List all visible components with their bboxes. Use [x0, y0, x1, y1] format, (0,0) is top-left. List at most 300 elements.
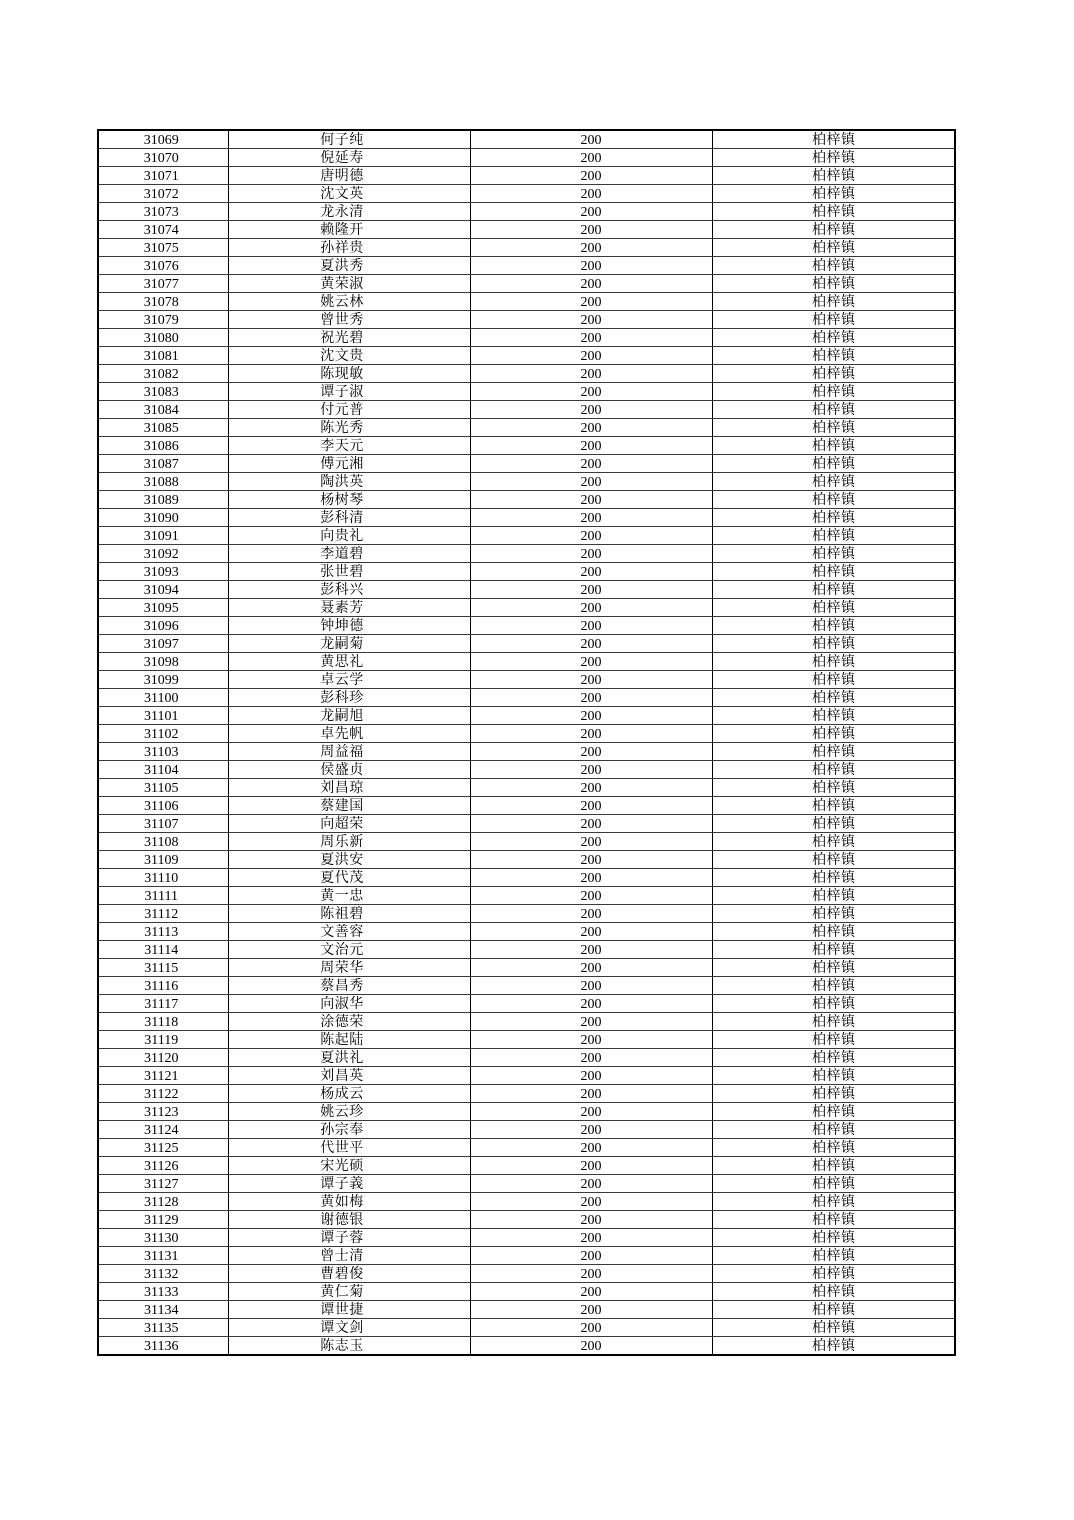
id-cell: 31078: [98, 293, 228, 311]
id-cell: 31123: [98, 1103, 228, 1121]
town-cell: 柏梓镇: [712, 869, 955, 887]
name-cell: 沈文贵: [228, 347, 470, 365]
name-cell: 杨成云: [228, 1085, 470, 1103]
id-cell: 31077: [98, 275, 228, 293]
id-cell: 31095: [98, 599, 228, 617]
id-cell: 31135: [98, 1319, 228, 1337]
amount-cell: 200: [470, 653, 712, 671]
name-cell: 夏洪礼: [228, 1049, 470, 1067]
name-cell: 周荣华: [228, 959, 470, 977]
table-row: [98, 347, 955, 365]
table-row: [98, 941, 955, 959]
town-cell: 柏梓镇: [712, 239, 955, 257]
table-row: [98, 455, 955, 473]
name-cell: 蔡昌秀: [228, 977, 470, 995]
name-cell: 曹碧俊: [228, 1265, 470, 1283]
town-cell: 柏梓镇: [712, 761, 955, 779]
table-row: [98, 1049, 955, 1067]
table-row: [98, 257, 955, 275]
town-cell: 柏梓镇: [712, 1211, 955, 1229]
amount-cell: 200: [470, 761, 712, 779]
town-cell: 柏梓镇: [712, 545, 955, 563]
id-cell: 31088: [98, 473, 228, 491]
town-cell: 柏梓镇: [712, 833, 955, 851]
name-cell: 黄荣淑: [228, 275, 470, 293]
table-row: [98, 329, 955, 347]
name-cell: 文善容: [228, 923, 470, 941]
table-row: [98, 473, 955, 491]
id-cell: 31136: [98, 1337, 228, 1356]
amount-cell: 200: [470, 563, 712, 581]
id-cell: 31111: [98, 887, 228, 905]
town-cell: 柏梓镇: [712, 311, 955, 329]
table-row: [98, 923, 955, 941]
table-row: [98, 563, 955, 581]
amount-cell: 200: [470, 1319, 712, 1337]
town-cell: 柏梓镇: [712, 149, 955, 167]
amount-cell: 200: [470, 1013, 712, 1031]
id-cell: 31108: [98, 833, 228, 851]
amount-cell: 200: [470, 851, 712, 869]
table-row: [98, 1337, 955, 1356]
id-cell: 31086: [98, 437, 228, 455]
town-cell: 柏梓镇: [712, 1193, 955, 1211]
table-row: [98, 1157, 955, 1175]
table-row: [98, 1193, 955, 1211]
town-cell: 柏梓镇: [712, 653, 955, 671]
document-page: [97, 129, 956, 1356]
amount-cell: 200: [470, 977, 712, 995]
table-row: [98, 1103, 955, 1121]
table-row: [98, 1319, 955, 1337]
name-cell: 陶洪英: [228, 473, 470, 491]
amount-cell: 200: [470, 707, 712, 725]
amount-cell: 200: [470, 401, 712, 419]
name-cell: 蔡建国: [228, 797, 470, 815]
amount-cell: 200: [470, 293, 712, 311]
town-cell: 柏梓镇: [712, 1139, 955, 1157]
name-cell: 祝光碧: [228, 329, 470, 347]
table-row: [98, 617, 955, 635]
name-cell: 黄如梅: [228, 1193, 470, 1211]
table-row: [98, 365, 955, 383]
id-cell: 31100: [98, 689, 228, 707]
id-cell: 31081: [98, 347, 228, 365]
amount-cell: 200: [470, 365, 712, 383]
town-cell: 柏梓镇: [712, 329, 955, 347]
amount-cell: 200: [470, 1175, 712, 1193]
amount-cell: 200: [470, 491, 712, 509]
id-cell: 31070: [98, 149, 228, 167]
id-cell: 31118: [98, 1013, 228, 1031]
amount-cell: 200: [470, 149, 712, 167]
amount-cell: 200: [470, 923, 712, 941]
name-cell: 谭世捷: [228, 1301, 470, 1319]
amount-cell: 200: [470, 1103, 712, 1121]
name-cell: 周益福: [228, 743, 470, 761]
id-cell: 31089: [98, 491, 228, 509]
table-row: [98, 509, 955, 527]
table-row: [98, 833, 955, 851]
amount-cell: 200: [470, 617, 712, 635]
table-row: [98, 491, 955, 509]
id-cell: 31129: [98, 1211, 228, 1229]
table-row: [98, 1265, 955, 1283]
name-cell: 陈起陆: [228, 1031, 470, 1049]
town-cell: 柏梓镇: [712, 1067, 955, 1085]
amount-cell: 200: [470, 1157, 712, 1175]
name-cell: 李天元: [228, 437, 470, 455]
town-cell: 柏梓镇: [712, 455, 955, 473]
name-cell: 孙祥贵: [228, 239, 470, 257]
name-cell: 彭科清: [228, 509, 470, 527]
id-cell: 31120: [98, 1049, 228, 1067]
name-cell: 谭子淑: [228, 383, 470, 401]
amount-cell: 200: [470, 347, 712, 365]
name-cell: 文治元: [228, 941, 470, 959]
amount-cell: 200: [470, 185, 712, 203]
name-cell: 夏洪安: [228, 851, 470, 869]
name-cell: 龙永清: [228, 203, 470, 221]
id-cell: 31093: [98, 563, 228, 581]
town-cell: 柏梓镇: [712, 725, 955, 743]
name-cell: 姚云珍: [228, 1103, 470, 1121]
town-cell: 柏梓镇: [712, 905, 955, 923]
table-row: [98, 599, 955, 617]
name-cell: 曾世秀: [228, 311, 470, 329]
table-row: [98, 239, 955, 257]
id-cell: 31113: [98, 923, 228, 941]
amount-cell: 200: [470, 779, 712, 797]
name-cell: 龙嗣旭: [228, 707, 470, 725]
town-cell: 柏梓镇: [712, 130, 955, 149]
id-cell: 31079: [98, 311, 228, 329]
town-cell: 柏梓镇: [712, 671, 955, 689]
name-cell: 侯盛贞: [228, 761, 470, 779]
town-cell: 柏梓镇: [712, 707, 955, 725]
amount-cell: 200: [470, 1337, 712, 1356]
table-row: [98, 1031, 955, 1049]
name-cell: 陈现敏: [228, 365, 470, 383]
amount-cell: 200: [470, 995, 712, 1013]
amount-cell: 200: [470, 1211, 712, 1229]
table-row: [98, 545, 955, 563]
town-cell: 柏梓镇: [712, 599, 955, 617]
table-row: [98, 1175, 955, 1193]
table-row: [98, 977, 955, 995]
name-cell: 周乐新: [228, 833, 470, 851]
town-cell: 柏梓镇: [712, 887, 955, 905]
name-cell: 付元普: [228, 401, 470, 419]
table-row: [98, 851, 955, 869]
name-cell: 傅元湘: [228, 455, 470, 473]
amount-cell: 200: [470, 815, 712, 833]
name-cell: 向淑华: [228, 995, 470, 1013]
amount-cell: 200: [470, 203, 712, 221]
name-cell: 唐明德: [228, 167, 470, 185]
town-cell: 柏梓镇: [712, 1031, 955, 1049]
town-cell: 柏梓镇: [712, 743, 955, 761]
table-row: [98, 815, 955, 833]
town-cell: 柏梓镇: [712, 1049, 955, 1067]
table-row: [98, 383, 955, 401]
id-cell: 31114: [98, 941, 228, 959]
table-row: [98, 653, 955, 671]
amount-cell: 200: [470, 527, 712, 545]
id-cell: 31098: [98, 653, 228, 671]
town-cell: 柏梓镇: [712, 1175, 955, 1193]
amount-cell: 200: [470, 455, 712, 473]
amount-cell: 200: [470, 383, 712, 401]
town-cell: 柏梓镇: [712, 959, 955, 977]
amount-cell: 200: [470, 1031, 712, 1049]
table-row: [98, 581, 955, 599]
name-cell: 宋光硕: [228, 1157, 470, 1175]
amount-cell: 200: [470, 1139, 712, 1157]
name-cell: 陈光秀: [228, 419, 470, 437]
table-row: [98, 869, 955, 887]
table-row: [98, 1013, 955, 1031]
id-cell: 31094: [98, 581, 228, 599]
amount-cell: 200: [470, 419, 712, 437]
town-cell: 柏梓镇: [712, 923, 955, 941]
id-cell: 31106: [98, 797, 228, 815]
name-cell: 曾士清: [228, 1247, 470, 1265]
id-cell: 31104: [98, 761, 228, 779]
town-cell: 柏梓镇: [712, 941, 955, 959]
town-cell: 柏梓镇: [712, 257, 955, 275]
name-cell: 卓云学: [228, 671, 470, 689]
table-row: [98, 275, 955, 293]
table-row: [98, 887, 955, 905]
id-cell: 31069: [98, 130, 228, 149]
table-row: [98, 149, 955, 167]
amount-cell: 200: [470, 167, 712, 185]
id-cell: 31073: [98, 203, 228, 221]
town-cell: 柏梓镇: [712, 1157, 955, 1175]
id-cell: 31127: [98, 1175, 228, 1193]
id-cell: 31124: [98, 1121, 228, 1139]
town-cell: 柏梓镇: [712, 1229, 955, 1247]
town-cell: 柏梓镇: [712, 581, 955, 599]
id-cell: 31071: [98, 167, 228, 185]
id-cell: 31084: [98, 401, 228, 419]
id-cell: 31116: [98, 977, 228, 995]
name-cell: 谢德银: [228, 1211, 470, 1229]
id-cell: 31102: [98, 725, 228, 743]
name-cell: 谭文剑: [228, 1319, 470, 1337]
town-cell: 柏梓镇: [712, 473, 955, 491]
name-cell: 彭科兴: [228, 581, 470, 599]
amount-cell: 200: [470, 797, 712, 815]
amount-cell: 200: [470, 509, 712, 527]
table-row: [98, 635, 955, 653]
town-cell: 柏梓镇: [712, 617, 955, 635]
name-cell: 涂德荣: [228, 1013, 470, 1031]
table-row: [98, 689, 955, 707]
amount-cell: 200: [470, 545, 712, 563]
id-cell: 31090: [98, 509, 228, 527]
town-cell: 柏梓镇: [712, 1247, 955, 1265]
name-cell: 陈祖碧: [228, 905, 470, 923]
amount-cell: 200: [470, 1247, 712, 1265]
id-cell: 31110: [98, 869, 228, 887]
amount-cell: 200: [470, 581, 712, 599]
table-row: [98, 311, 955, 329]
table-row: [98, 1139, 955, 1157]
id-cell: 31101: [98, 707, 228, 725]
amount-cell: 200: [470, 239, 712, 257]
amount-cell: 200: [470, 1265, 712, 1283]
amount-cell: 200: [470, 671, 712, 689]
amount-cell: 200: [470, 1283, 712, 1301]
id-cell: 31128: [98, 1193, 228, 1211]
table-row: [98, 1067, 955, 1085]
id-cell: 31132: [98, 1265, 228, 1283]
table-row: [98, 401, 955, 419]
table-row: [98, 185, 955, 203]
name-cell: 夏洪秀: [228, 257, 470, 275]
name-cell: 黄一忠: [228, 887, 470, 905]
id-cell: 31109: [98, 851, 228, 869]
name-cell: 钟坤德: [228, 617, 470, 635]
id-cell: 31130: [98, 1229, 228, 1247]
town-cell: 柏梓镇: [712, 401, 955, 419]
table-row: [98, 1121, 955, 1139]
town-cell: 柏梓镇: [712, 815, 955, 833]
amount-cell: 200: [470, 833, 712, 851]
amount-cell: 200: [470, 257, 712, 275]
table-row: [98, 725, 955, 743]
id-cell: 31074: [98, 221, 228, 239]
name-cell: 赖隆开: [228, 221, 470, 239]
id-cell: 31072: [98, 185, 228, 203]
amount-cell: 200: [470, 1049, 712, 1067]
id-cell: 31105: [98, 779, 228, 797]
table-row: [98, 1301, 955, 1319]
name-cell: 张世碧: [228, 563, 470, 581]
id-cell: 31134: [98, 1301, 228, 1319]
amount-cell: 200: [470, 221, 712, 239]
table-row: [98, 221, 955, 239]
id-cell: 31107: [98, 815, 228, 833]
table-row: [98, 905, 955, 923]
town-cell: 柏梓镇: [712, 689, 955, 707]
name-cell: 夏代茂: [228, 869, 470, 887]
table-row: [98, 761, 955, 779]
amount-cell: 200: [470, 130, 712, 149]
id-cell: 31122: [98, 1085, 228, 1103]
id-cell: 31103: [98, 743, 228, 761]
name-cell: 刘昌琼: [228, 779, 470, 797]
town-cell: 柏梓镇: [712, 1319, 955, 1337]
town-cell: 柏梓镇: [712, 1013, 955, 1031]
subsidy-table: [97, 129, 956, 1356]
name-cell: 倪延寿: [228, 149, 470, 167]
id-cell: 31097: [98, 635, 228, 653]
id-cell: 31076: [98, 257, 228, 275]
town-cell: 柏梓镇: [712, 275, 955, 293]
table-row: [98, 527, 955, 545]
town-cell: 柏梓镇: [712, 419, 955, 437]
name-cell: 刘昌英: [228, 1067, 470, 1085]
id-cell: 31087: [98, 455, 228, 473]
name-cell: 沈文英: [228, 185, 470, 203]
town-cell: 柏梓镇: [712, 977, 955, 995]
id-cell: 31080: [98, 329, 228, 347]
id-cell: 31096: [98, 617, 228, 635]
table-row: [98, 959, 955, 977]
name-cell: 卓先帆: [228, 725, 470, 743]
town-cell: 柏梓镇: [712, 1103, 955, 1121]
table-row: [98, 1283, 955, 1301]
table-row: [98, 167, 955, 185]
amount-cell: 200: [470, 329, 712, 347]
amount-cell: 200: [470, 689, 712, 707]
town-cell: 柏梓镇: [712, 437, 955, 455]
name-cell: 代世平: [228, 1139, 470, 1157]
table-row: [98, 1247, 955, 1265]
id-cell: 31115: [98, 959, 228, 977]
id-cell: 31119: [98, 1031, 228, 1049]
table-row: [98, 743, 955, 761]
amount-cell: 200: [470, 1193, 712, 1211]
town-cell: 柏梓镇: [712, 167, 955, 185]
name-cell: 杨树琴: [228, 491, 470, 509]
name-cell: 向贵礼: [228, 527, 470, 545]
town-cell: 柏梓镇: [712, 1283, 955, 1301]
town-cell: 柏梓镇: [712, 1265, 955, 1283]
table-row: [98, 995, 955, 1013]
name-cell: 彭科珍: [228, 689, 470, 707]
id-cell: 31092: [98, 545, 228, 563]
amount-cell: 200: [470, 725, 712, 743]
table-row: [98, 779, 955, 797]
town-cell: 柏梓镇: [712, 635, 955, 653]
town-cell: 柏梓镇: [712, 185, 955, 203]
name-cell: 谭子蓉: [228, 1229, 470, 1247]
id-cell: 31091: [98, 527, 228, 545]
amount-cell: 200: [470, 905, 712, 923]
id-cell: 31085: [98, 419, 228, 437]
table-row: [98, 1211, 955, 1229]
amount-cell: 200: [470, 437, 712, 455]
table-row: [98, 1085, 955, 1103]
town-cell: 柏梓镇: [712, 1301, 955, 1319]
name-cell: 谭子義: [228, 1175, 470, 1193]
town-cell: 柏梓镇: [712, 779, 955, 797]
town-cell: 柏梓镇: [712, 797, 955, 815]
name-cell: 聂素芳: [228, 599, 470, 617]
town-cell: 柏梓镇: [712, 1337, 955, 1356]
amount-cell: 200: [470, 1067, 712, 1085]
id-cell: 31112: [98, 905, 228, 923]
town-cell: 柏梓镇: [712, 221, 955, 239]
town-cell: 柏梓镇: [712, 995, 955, 1013]
name-cell: 向超荣: [228, 815, 470, 833]
id-cell: 31131: [98, 1247, 228, 1265]
id-cell: 31133: [98, 1283, 228, 1301]
town-cell: 柏梓镇: [712, 851, 955, 869]
amount-cell: 200: [470, 959, 712, 977]
name-cell: 何子纯: [228, 130, 470, 149]
table-row: [98, 419, 955, 437]
name-cell: 孙宗奉: [228, 1121, 470, 1139]
amount-cell: 200: [470, 1301, 712, 1319]
id-cell: 31099: [98, 671, 228, 689]
amount-cell: 200: [470, 869, 712, 887]
table-body: [98, 130, 955, 1355]
